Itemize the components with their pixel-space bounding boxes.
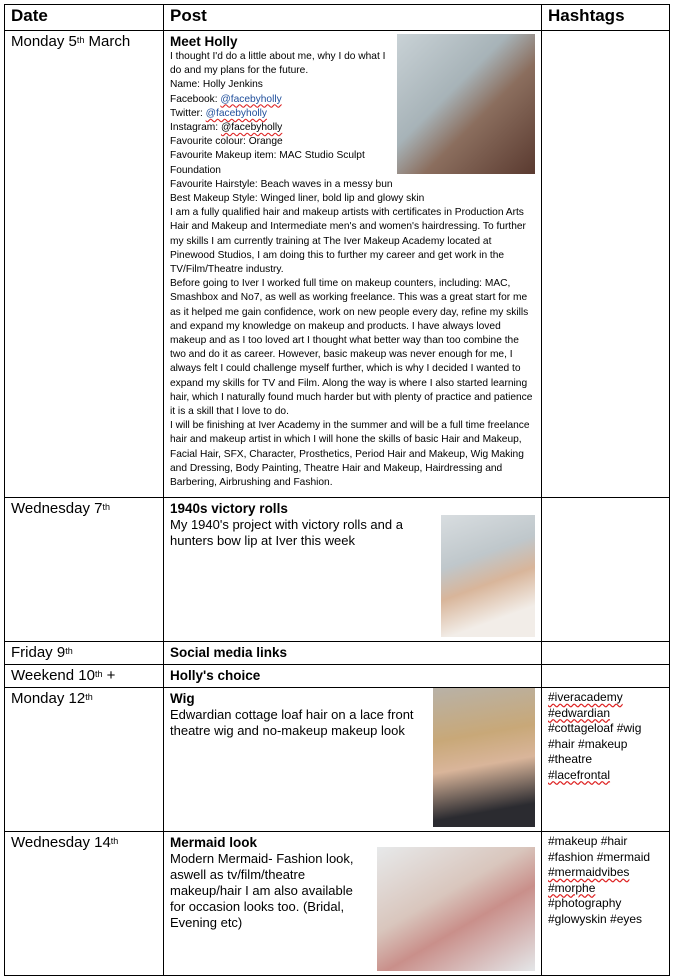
hashtag-line: #edwardian bbox=[548, 705, 611, 720]
hashtags-cell bbox=[542, 31, 670, 498]
header-date: Date bbox=[5, 5, 164, 31]
hashtag-line: #fashion #mermaid bbox=[548, 849, 651, 864]
date-cell: Weekend 10th + bbox=[5, 665, 164, 688]
hashtag-line: #morphe bbox=[548, 880, 596, 895]
post-text: My 1940's project with victory rolls and a hunters bow lip at Iver this week bbox=[170, 517, 403, 548]
post-cell bbox=[164, 642, 542, 665]
hashtag-line: #lacefrontal bbox=[548, 767, 611, 782]
date-cell: Monday 5th March bbox=[5, 31, 164, 498]
post-text: Edwardian cottage loaf hair on a lace front theatre wig and no-makeup makeup look bbox=[170, 707, 414, 738]
victory-rolls-photo bbox=[441, 515, 535, 637]
post-title: Social media links bbox=[170, 645, 288, 660]
hashtags-cell bbox=[542, 832, 670, 976]
hashtag-line: #photography bbox=[548, 896, 622, 910]
hashtags-cell bbox=[542, 688, 670, 832]
post-cell bbox=[164, 665, 542, 688]
post-title: Mermaid look bbox=[170, 835, 258, 850]
hashtag-line: #theatre bbox=[548, 752, 593, 766]
date-cell: Monday 12th bbox=[5, 688, 164, 832]
table-row bbox=[5, 665, 670, 688]
table-row bbox=[5, 688, 670, 832]
post-body: I thought I'd do a little about me, why I do what I do and my plans for the future. Name: Holly Jenkins Facebook: @facebyholly Twitter: @facebyholly Instagram: @facebyholly Favourite colour: Orange Favourite Makeup item: MAC Studio Sculpt Foundation Favourite Hairstyle: Beach waves in a messy bun Best Makeup Style: Winged liner, bold lip and glowy skin I am a fully qualified hair and makeup artists with certificates in Production Arts Hair and Makeup and Intermediate men's and women's hairdressing. To further my skills I am currently training at The Iver Makeup Academy located at Pinewood Studios, I am doing this to further my career and get work in the TV/Film/Theatre industry. Before going to Iver I worked full time on makeup counters, including: MAC, Smashbox and No7, as well as working freelance. This was a great start for me as it helped me gain confidence, work on new people every day, refine my skills and expand my knowledge on makeup and products. I have always loved makeup and as I too loved art I thought what better way than too combine the two and do it as career. However, basic makeup was never enough for me, I always felt I could challenge myself further, which is why I decided I wanted to expand my skills for TV and Film. Along the way is where I also started learning hair, which I naturally found much harder but with plenty of practice and patience it is a skill that I love to do. I will be finishing at Iver Academy in the summer and will be a full time freelance hair and makeup artist in which I will hone the skills of basic Hair and Makeup, Facial Hair, SFX, Character, Prosthetics, Period Hair and Makeup, Wig Making and Dressing, Body Painting, Theatre Hair and Makeup, Hairdressing and Barbering, Airbrushing and Fashion. bbox=[170, 50, 535, 490]
twitter-link[interactable]: @facebyholly bbox=[205, 107, 267, 119]
schedule-table bbox=[4, 4, 670, 976]
date-cell: Friday 9th bbox=[5, 642, 164, 665]
facebook-link[interactable]: @facebyholly bbox=[220, 93, 282, 105]
wig-photo bbox=[433, 688, 535, 828]
hashtag-line: #makeup #hair bbox=[548, 834, 628, 848]
post-text: Modern Mermaid- Fashion look, aswell as tv/film/theatre makeup/hair I am also available for occasion looks too. (Bridal, Evening etc) bbox=[170, 851, 354, 930]
header-post: Post bbox=[164, 5, 542, 31]
post-cell bbox=[164, 498, 542, 642]
mermaid-photo bbox=[377, 847, 535, 971]
table-row bbox=[5, 31, 670, 498]
hashtag-line: #hair #makeup bbox=[548, 736, 628, 751]
table-row bbox=[5, 832, 670, 976]
post-title: Holly's choice bbox=[170, 668, 261, 683]
header-hashtags: Hashtags bbox=[542, 5, 670, 31]
hashtags-cell bbox=[542, 642, 670, 665]
date-cell: Wednesday 14th bbox=[5, 832, 164, 976]
header-row bbox=[5, 5, 670, 31]
table-row bbox=[5, 498, 670, 642]
hashtag-line: #cottageloaf #wig bbox=[548, 721, 642, 735]
post-title: 1940s victory rolls bbox=[170, 501, 288, 516]
post-cell bbox=[164, 31, 542, 498]
post-cell bbox=[164, 832, 542, 976]
post-title: Meet Holly bbox=[170, 34, 238, 49]
table-row bbox=[5, 642, 670, 665]
hashtag-line: #glowyskin #eyes bbox=[548, 911, 643, 926]
post-cell bbox=[164, 688, 542, 832]
instagram-handle: @facebyholly bbox=[220, 122, 283, 134]
hashtag-line: #mermaidvibes bbox=[548, 865, 630, 879]
hashtag-line: #iveracademy bbox=[548, 690, 623, 704]
hashtags-cell bbox=[542, 665, 670, 688]
date-cell: Wednesday 7th bbox=[5, 498, 164, 642]
profile-photo bbox=[397, 34, 535, 174]
hashtags-cell bbox=[542, 498, 670, 642]
post-title: Wig bbox=[170, 691, 195, 706]
